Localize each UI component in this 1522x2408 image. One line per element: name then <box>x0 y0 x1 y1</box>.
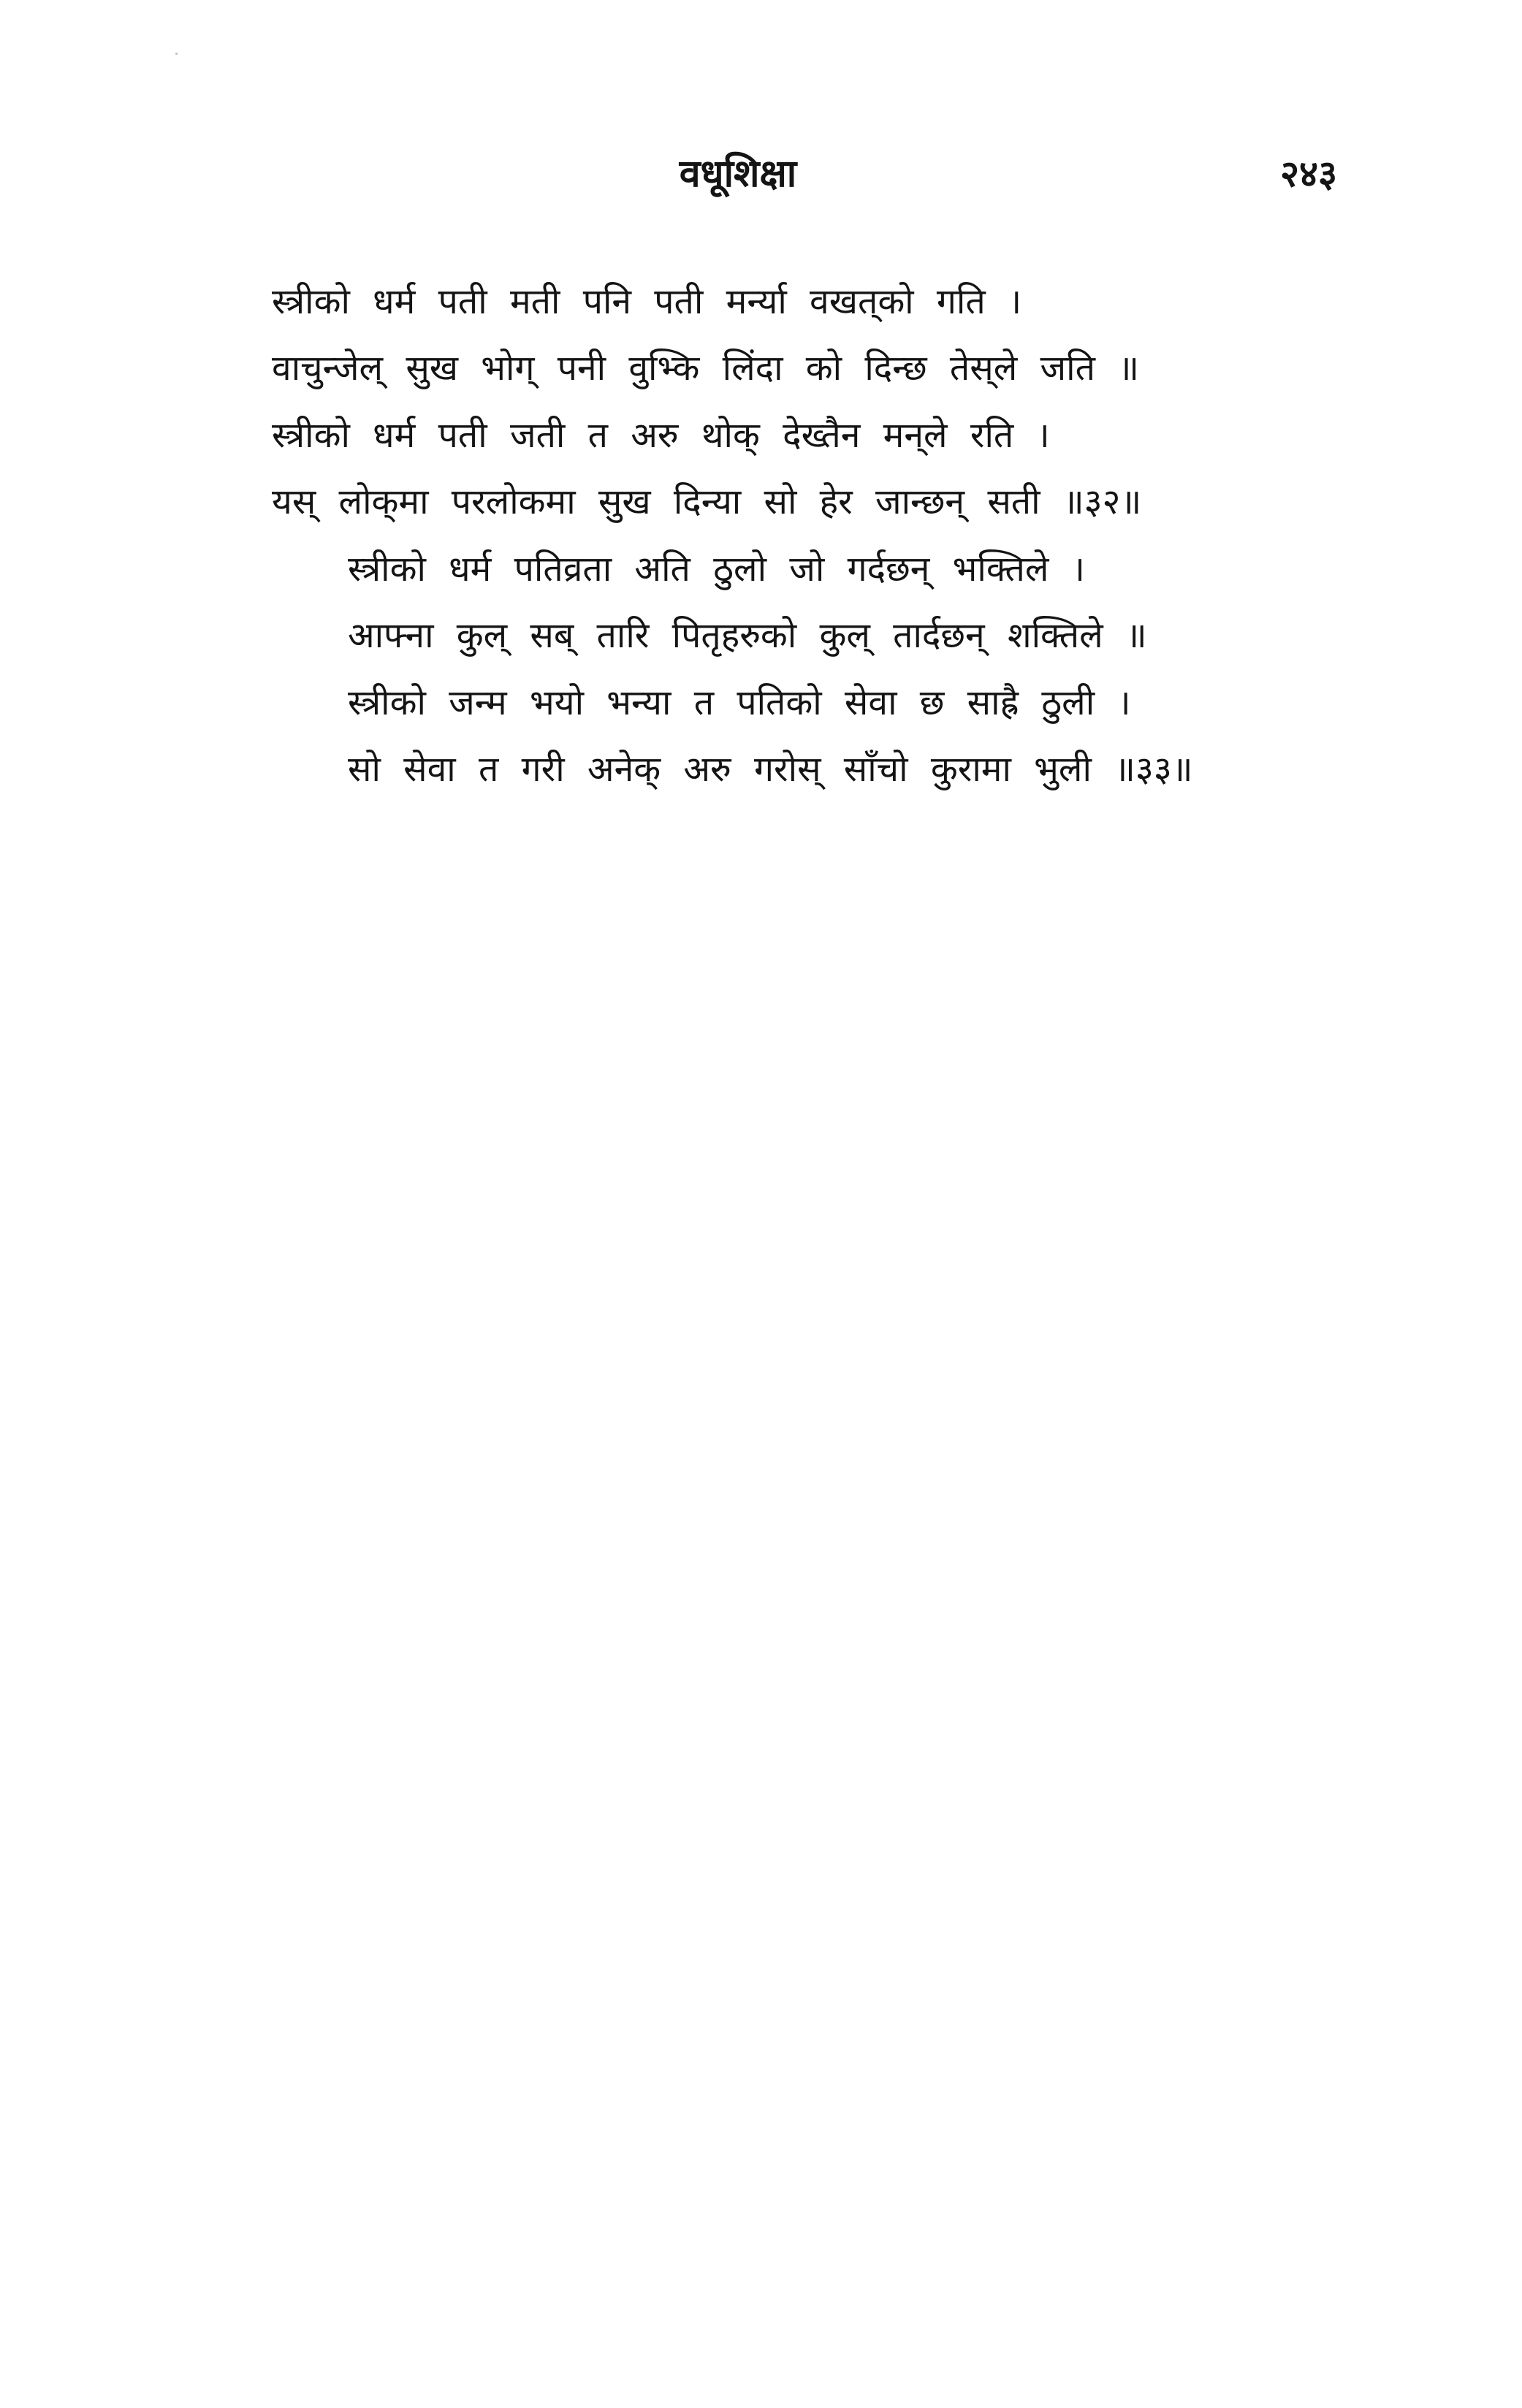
verse-line: स्त्रीको जन्म भयो भन्या त पतिको सेवा छ साह्रै ठुली । <box>348 682 1131 723</box>
verse-line: सो सेवा त गरी अनेक्‌ अरु गरोस्‌ साँचो कुरामा भुली ॥३३॥ <box>348 749 1193 790</box>
verse-line: यस्‌ लोक्‌मा परलोकमा सुख दिन्या सो हेर जान्छन्‌ सती ॥३२॥ <box>272 481 1142 522</box>
verse-line: वाचुन्जेल्‌ सुख भोग्‌ पनी वुभ्कि लिंदा को दिन्छ तेस्‌ले जति ॥ <box>272 348 1139 389</box>
running-head-title: वधूशिक्षा <box>679 151 797 196</box>
scan-speck <box>175 53 178 55</box>
verse-line: स्त्रीको धर्म पतिव्रता अति ठुलो जो गर्दछन्‌ भक्तिले । <box>348 549 1085 590</box>
page-number: २४३ <box>1280 152 1337 195</box>
verse-line: स्त्रीको धर्म पती मती पनि पती मर्न्या वखत्‌को गति । <box>272 281 1022 322</box>
verse-line: स्त्रीको धर्म पती जती त अरु थोक्‌ देख्तैन मन्‌ले रति । <box>272 415 1050 456</box>
verse-line: आफ्ना कुल्‌ सब्‌ तारि पितृहरुको कुल्‌ तार्दछन्‌ शक्तिले ॥ <box>348 615 1147 656</box>
